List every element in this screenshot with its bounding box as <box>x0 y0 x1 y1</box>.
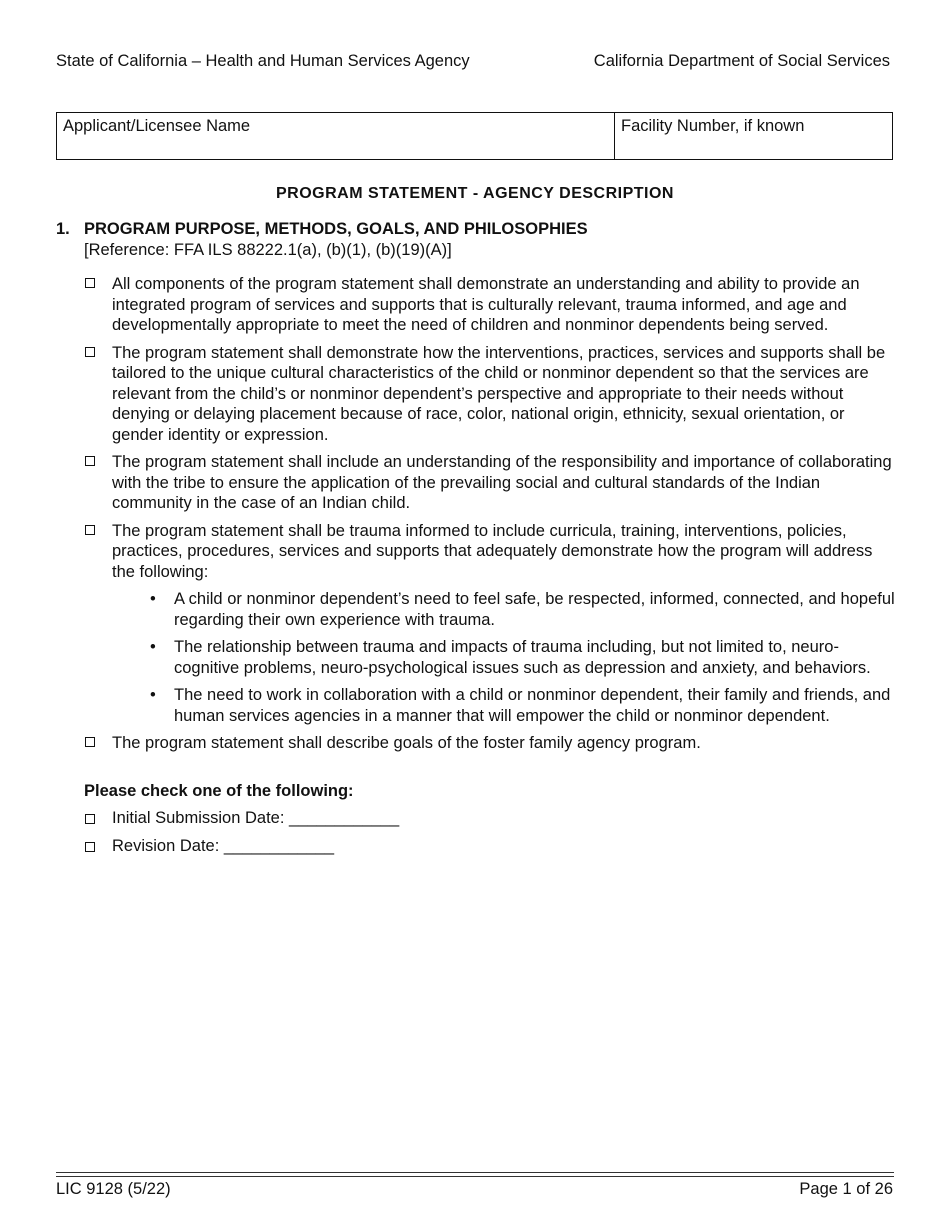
requirement-checkbox[interactable] <box>85 525 95 535</box>
bullet-item <box>112 685 896 726</box>
bullet-text: The relationship between trauma and impacts of trauma including, but not limited to, neuro-cognitive problems, neuro-psychological issues such as depression and anxiety, and behaviors. <box>174 638 871 677</box>
section-number: 1. <box>56 220 70 238</box>
initial-submission-checkbox[interactable] <box>85 814 95 824</box>
applicant-name-field[interactable] <box>57 113 615 159</box>
initial-submission-option <box>84 809 399 828</box>
requirement-text: The program statement shall demonstrate how the interventions, practices, services and supports shall be tailored to the unique cultural characteristics of the child or nonminor dependent so that the services are relevant from the child’s or nonminor dependent’s perspective and appropriate to their needs without denying or delaying placement because of race, color, national origin, ethnicity, sexual orientation, or gender identity or expression. <box>112 343 886 444</box>
bullet-dot: • <box>150 686 156 704</box>
applicant-name-label: Applicant/Licensee Name <box>63 117 251 135</box>
requirement-checkbox[interactable] <box>85 456 95 466</box>
bullet-dot: • <box>150 638 156 656</box>
requirement-text: All components of the program statement shall demonstrate an understanding and ability to provide an integrated program of services and supports that is culturally relevant, trauma informed, and age and developmentally appropriate to meet the need of children and nonminor dependents being served. <box>112 275 860 334</box>
requirement-text: The program statement shall describe goals of the foster family agency program. <box>112 734 701 752</box>
requirements-list <box>84 274 896 761</box>
requirement-text: The program statement shall be trauma informed to include curricula, training, interventions, policies, practices, procedures, services and supports that adequately demonstrate how the program will address the following: <box>112 521 873 581</box>
bullet-item <box>112 637 896 678</box>
footer-rule <box>56 1172 894 1177</box>
revision-option <box>84 837 334 856</box>
facility-number-field[interactable] <box>615 113 892 159</box>
bullet-dot: • <box>150 590 156 608</box>
header-department: California Department of Social Services <box>593 52 890 70</box>
page-number: Page 1 of 26 <box>799 1180 893 1198</box>
requirement-text: The program statement shall include an understanding of the responsibility and importance of collaborating with the tribe to ensure the application of the prevailing social and cultural standards of the Indian community in the case of an Indian child. <box>112 453 892 512</box>
page-title: PROGRAM STATEMENT - AGENCY DESCRIPTION <box>276 185 674 202</box>
requirement-item <box>84 274 896 336</box>
requirement-item <box>84 452 896 514</box>
requirement-item <box>84 733 896 754</box>
requirement-item <box>84 521 896 727</box>
revision-label: Revision Date: ____________ <box>112 837 335 855</box>
bullet-text: A child or nonminor dependent’s need to feel safe, be respected, informed, connected, and hopeful regarding their own experience with trauma. <box>174 590 895 629</box>
facility-number-label: Facility Number, if known <box>621 117 805 135</box>
requirement-checkbox[interactable] <box>85 278 95 288</box>
requirement-item <box>84 343 896 446</box>
header-agency: State of California – Health and Human Services Agency <box>56 52 470 70</box>
section-reference: [Reference: FFA ILS 88222.1(a), (b)(1), (b)(19)(A)] <box>84 241 452 259</box>
requirement-checkbox[interactable] <box>85 737 95 747</box>
name-facility-box <box>56 112 893 160</box>
section-heading: PROGRAM PURPOSE, METHODS, GOALS, AND PHILOSOPHIES <box>84 220 588 238</box>
requirement-checkbox[interactable] <box>85 347 95 357</box>
check-one-heading: Please check one of the following: <box>84 782 354 800</box>
revision-checkbox[interactable] <box>85 842 95 852</box>
initial-submission-label: Initial Submission Date: ____________ <box>112 809 400 827</box>
bullet-item <box>112 589 896 630</box>
form-number: LIC 9128 (5/22) <box>56 1180 171 1198</box>
bullet-text: The need to work in collaboration with a child or nonminor dependent, their family and friends, and human services agencies in a manner that will empower the child or nonminor dependent. <box>174 686 891 725</box>
trauma-bullet-list <box>112 589 896 726</box>
